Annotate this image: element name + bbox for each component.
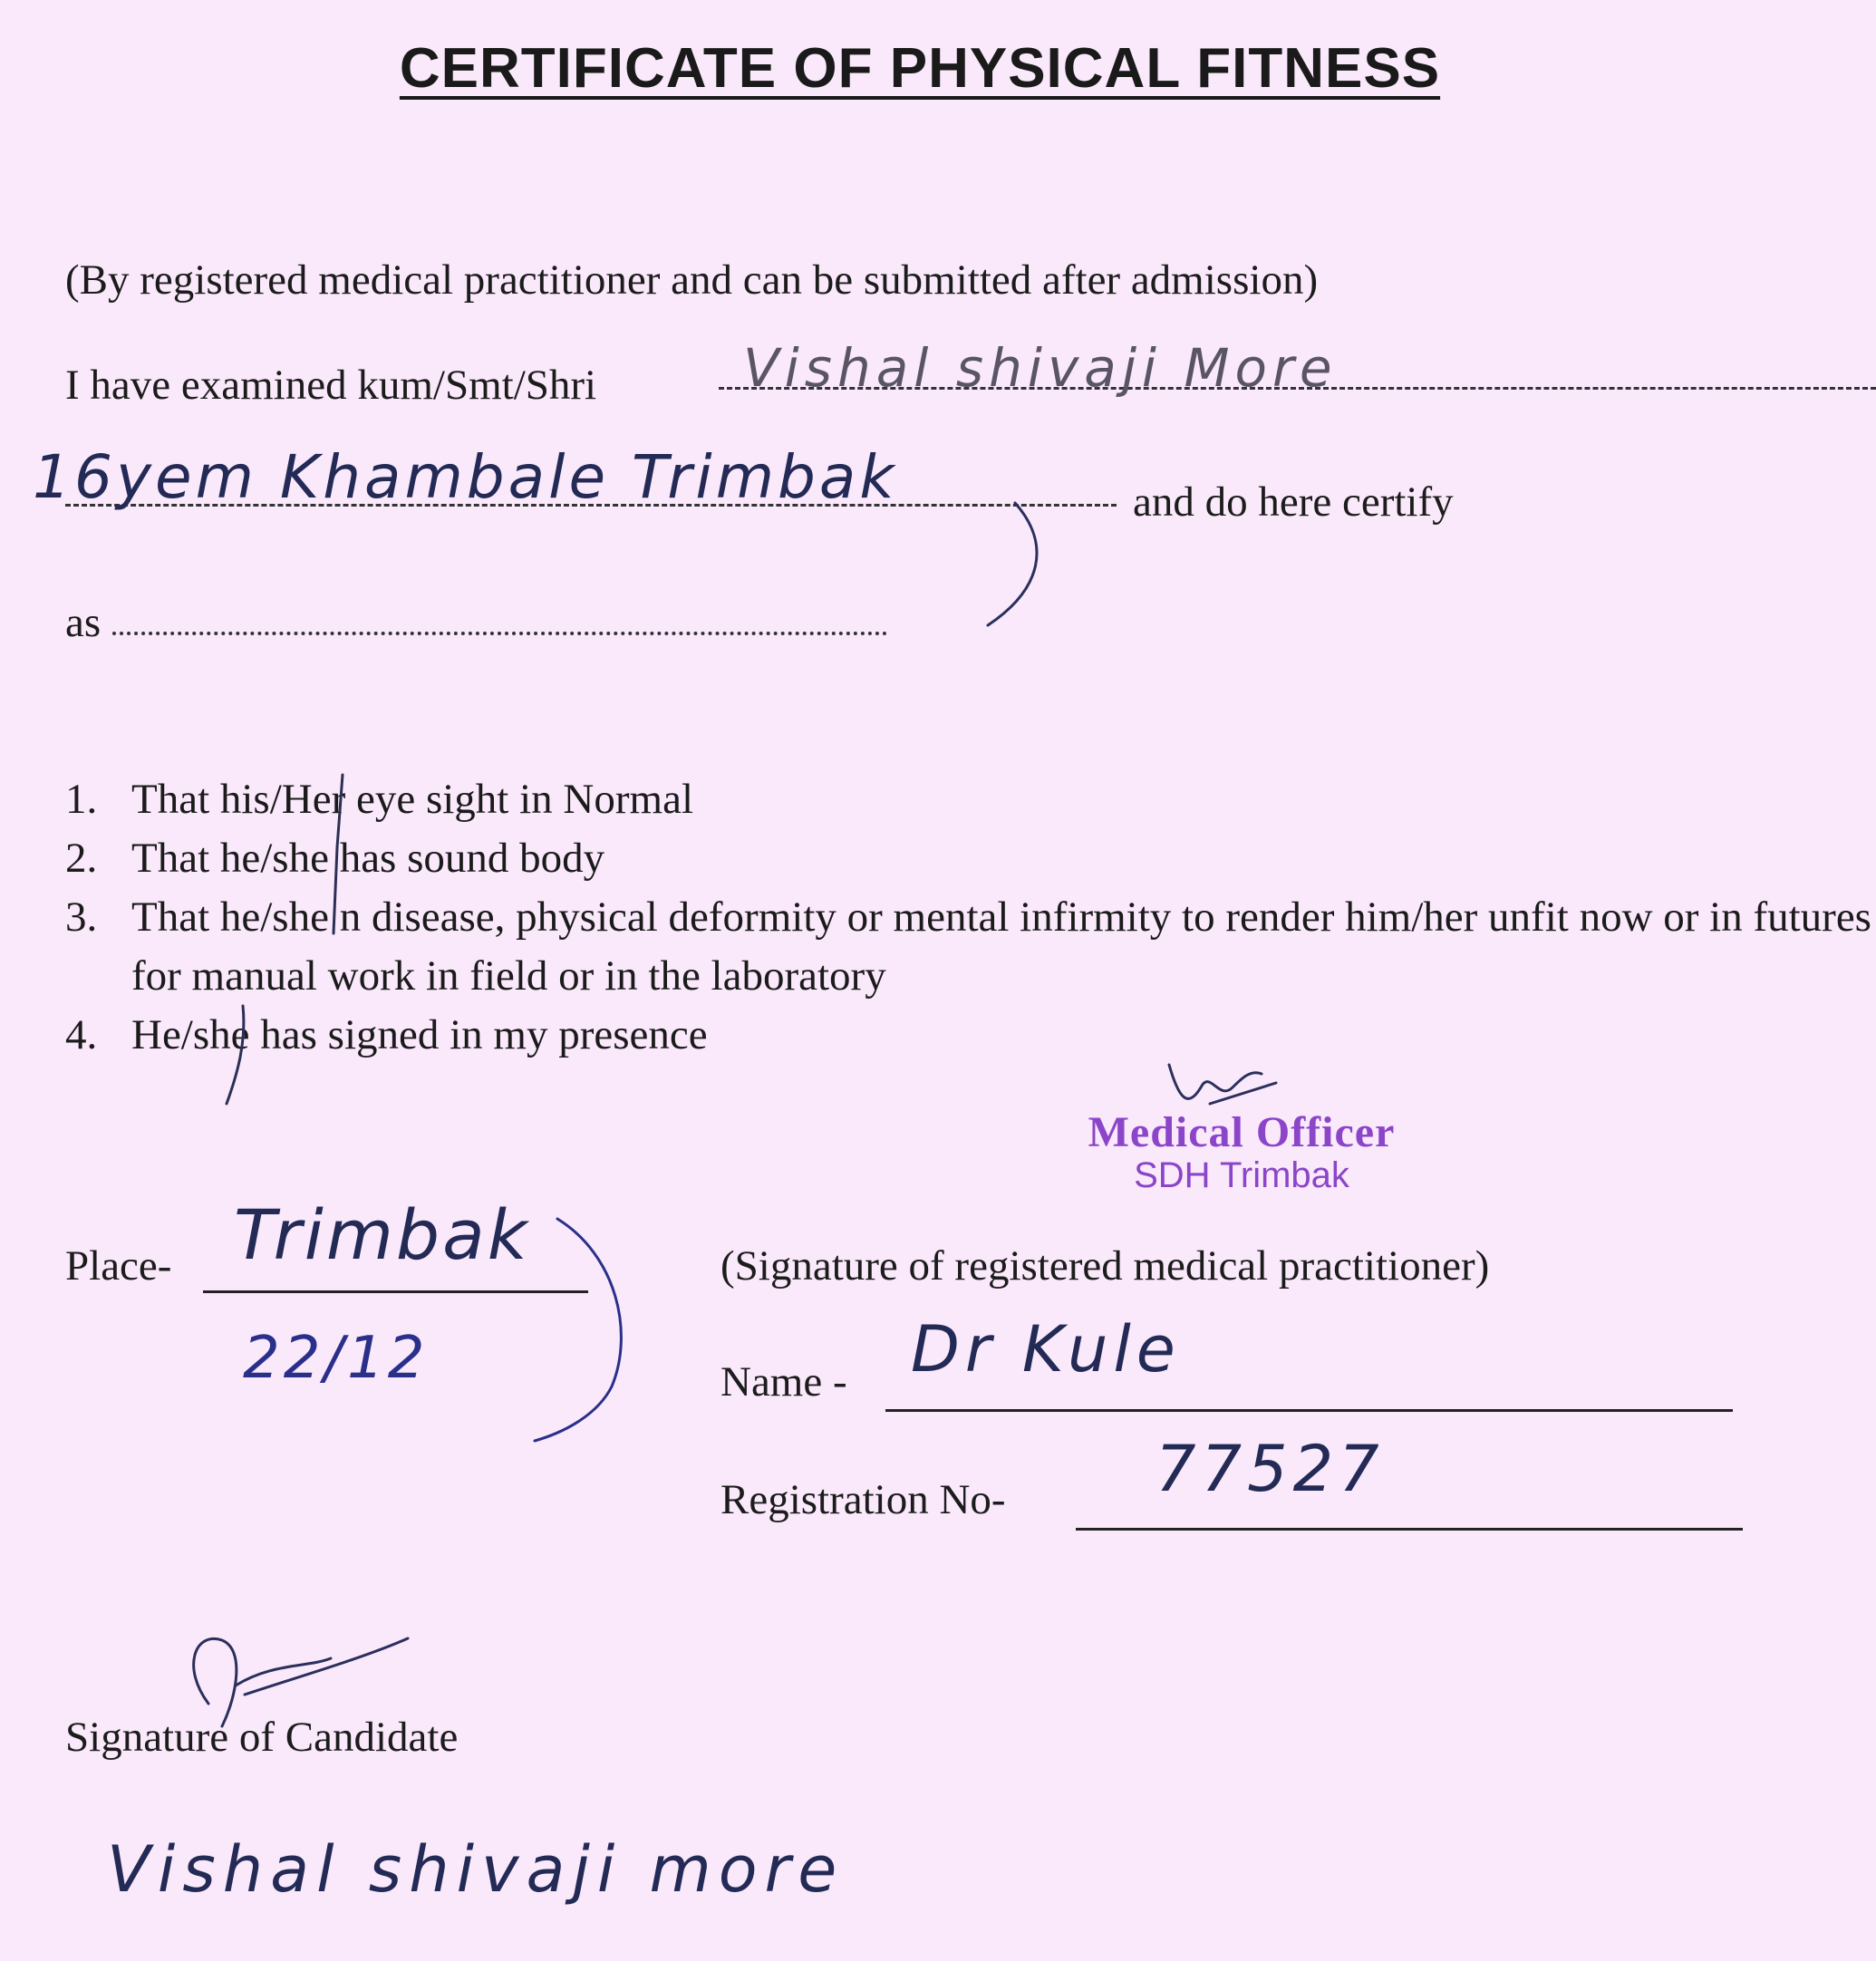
list-item-number: 3. <box>65 894 98 941</box>
list-item <box>65 888 1876 1006</box>
list-item-number: 2. <box>65 835 98 882</box>
list-item <box>65 829 1876 888</box>
certify-suffix: and do here certify <box>1133 478 1454 526</box>
subtitle: (By registered medical practitioner and can be submitted after admission) <box>65 256 1319 304</box>
registration-line <box>1076 1528 1743 1531</box>
name-handwritten: Dr Kule <box>911 1312 1181 1386</box>
candidate-name-handwritten: Vishal shivaji more <box>107 1832 845 1907</box>
list-item <box>65 770 1876 829</box>
as-dotted-line <box>112 632 887 635</box>
list-item-text: That he/she has sound body <box>131 835 605 882</box>
as-label: as <box>65 599 102 646</box>
list-item-number: 4. <box>65 1011 98 1058</box>
place-label: Place- <box>65 1242 172 1290</box>
registration-handwritten: 77527 <box>1156 1432 1385 1506</box>
stamp-line-1: Medical Officer <box>1088 1108 1396 1156</box>
list-item <box>65 1006 1876 1065</box>
stamp-line-2: SDH Trimbak <box>1134 1155 1349 1195</box>
conditions-list <box>65 770 1876 1065</box>
registration-label: Registration No- <box>720 1476 1006 1523</box>
examined-name-handwritten: Vishal shivaji More <box>743 337 1338 399</box>
list-item-text: That his/Her eye sight in Normal <box>131 776 693 823</box>
list-item-text: He/she has signed in my presence <box>131 1011 708 1058</box>
name-label: Name - <box>720 1358 847 1406</box>
practitioner-signature-label: (Signature of registered medical practitioner) <box>720 1242 1490 1290</box>
place-line <box>203 1290 588 1293</box>
name-line <box>885 1409 1733 1412</box>
place-handwritten: Trimbak <box>234 1194 530 1275</box>
list-item-text: That he/she n disease, physical deformity or mental infirmity to render him/her unfit now or in futures for manual work in field or in the laboratory <box>131 894 1871 1000</box>
certificate-title: CERTIFICATE OF PHYSICAL FITNESS <box>399 37 1441 100</box>
place-date-handwritten: 22/12 <box>243 1325 429 1392</box>
list-item-number: 1. <box>65 776 98 823</box>
candidate-signature-label: Signature of Candidate <box>65 1714 459 1761</box>
address-handwritten: 16yem Khambale Trimbak <box>33 442 898 512</box>
examined-prefix: I have examined kum/Smt/Shri <box>65 362 597 409</box>
